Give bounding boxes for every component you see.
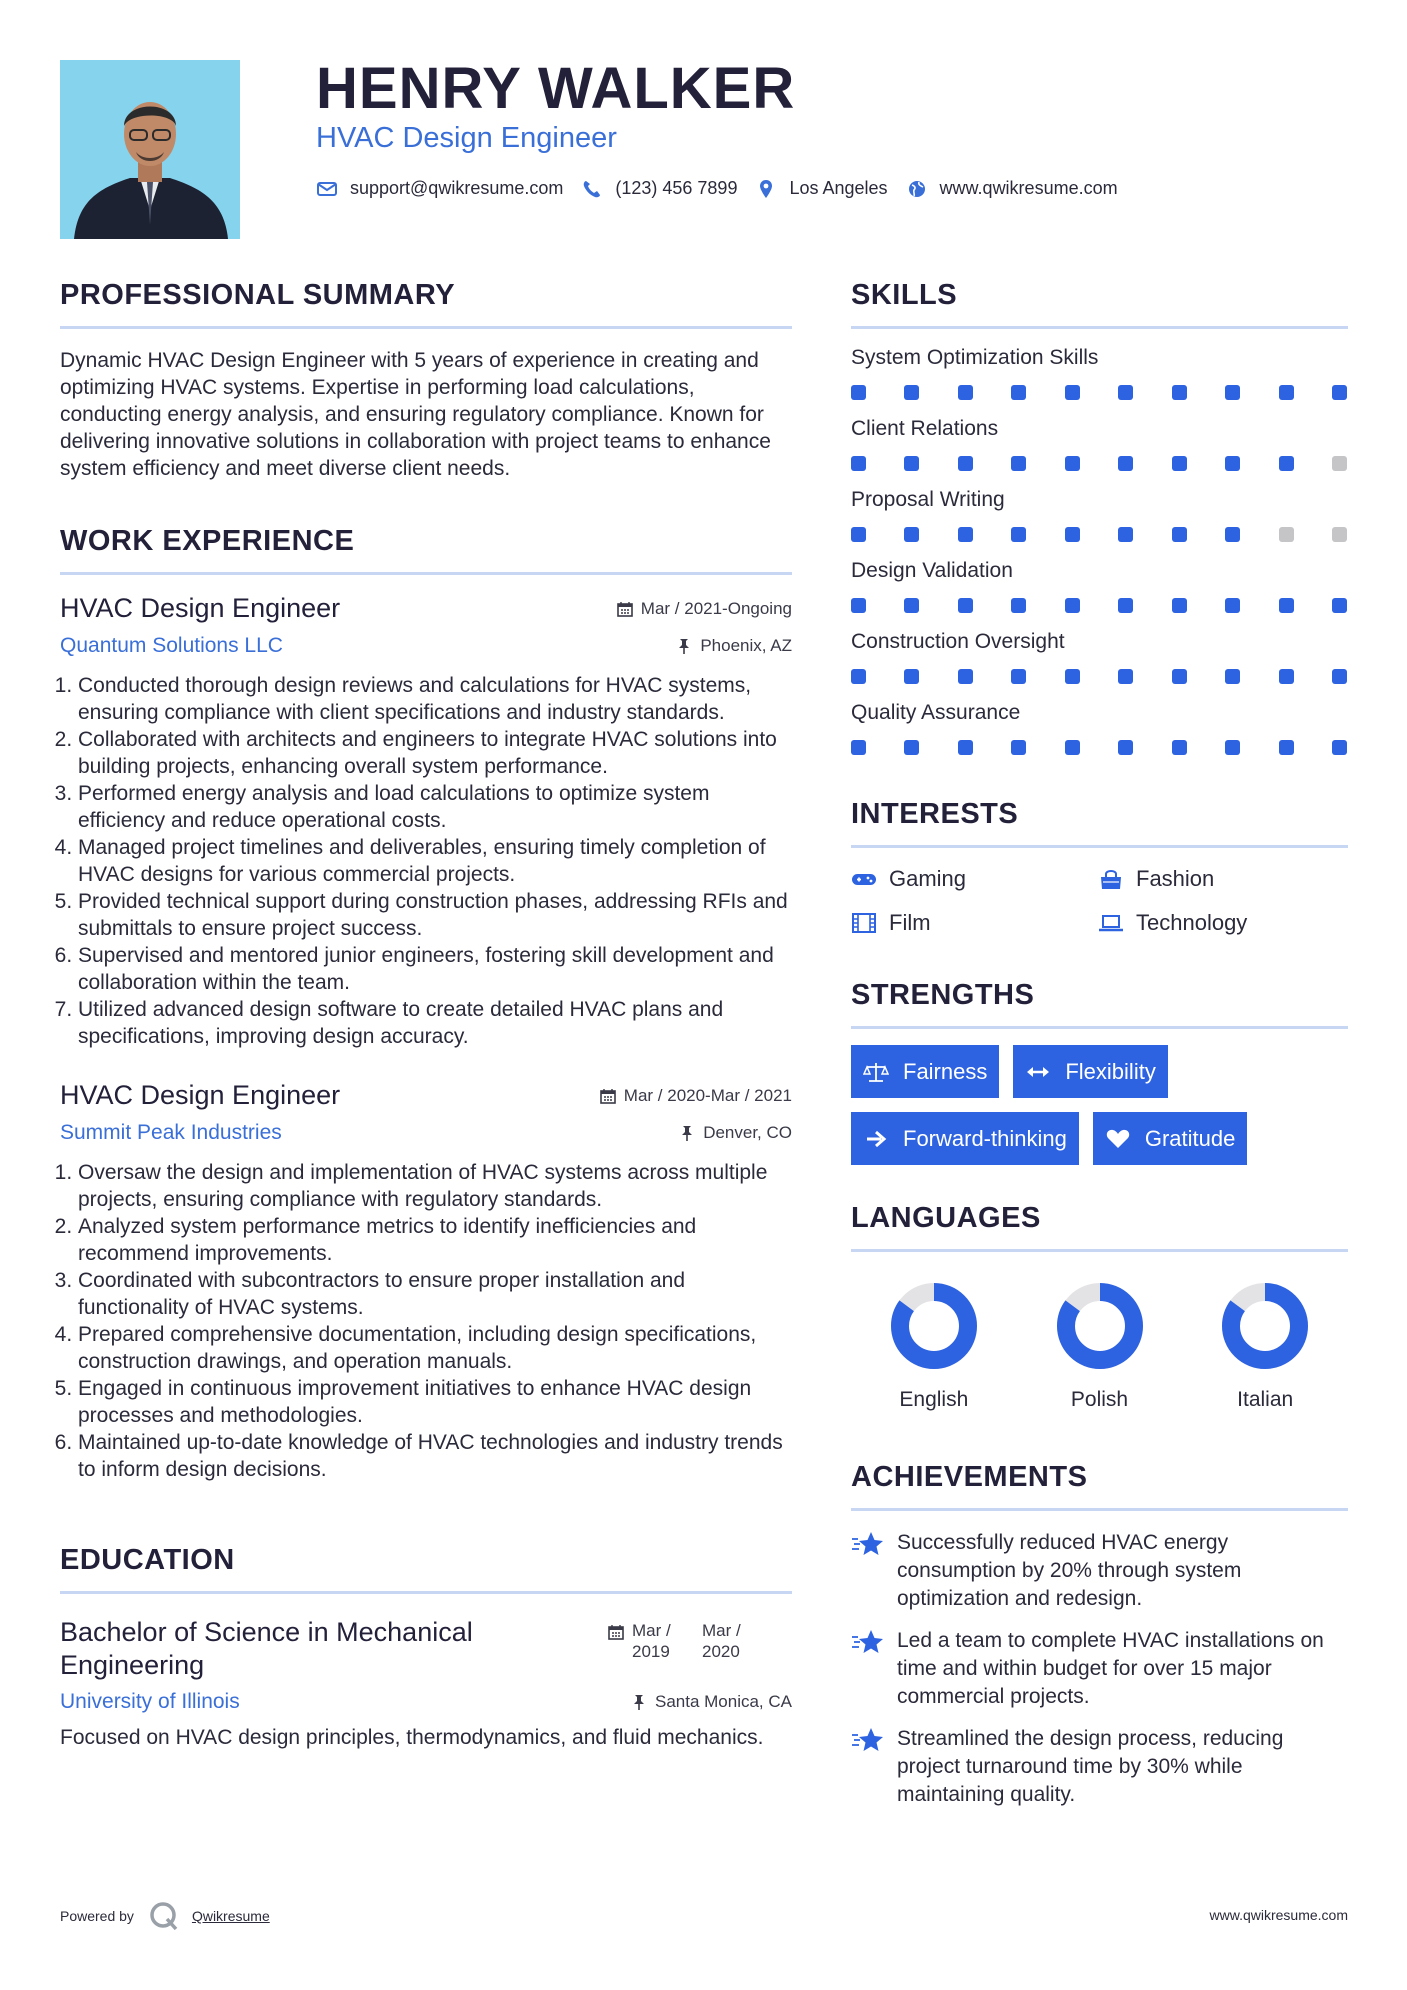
pushpin-icon xyxy=(631,1694,647,1710)
pushpin-icon xyxy=(676,638,692,654)
education-dates xyxy=(608,1620,764,1662)
strengths-section xyxy=(851,970,1348,1179)
rating-dot-filled xyxy=(1065,669,1080,684)
rating-dot-filled xyxy=(1065,740,1080,755)
rating-dot-filled xyxy=(904,740,919,755)
interests-heading: INTERESTS xyxy=(851,798,1019,830)
experience-heading: WORK EXPERIENCE xyxy=(60,525,355,557)
contact-location-text: Los Angeles xyxy=(789,178,888,198)
achievement-item xyxy=(851,1529,1348,1613)
job-dates-text: Mar / 2021-Ongoing xyxy=(640,599,792,618)
rating-dot-filled xyxy=(1118,669,1133,684)
rating-dot-filled xyxy=(958,527,973,542)
rating-dot-filled xyxy=(1065,598,1080,613)
star-icon xyxy=(851,1627,885,1657)
skill-item xyxy=(851,629,1348,684)
rating-dot-filled xyxy=(904,385,919,400)
rating-dot-filled xyxy=(1011,456,1026,471)
footer-website[interactable]: www.qwikresume.com xyxy=(1209,1907,1348,1923)
skill-rating xyxy=(851,527,1348,542)
phone-icon xyxy=(581,179,603,199)
rating-dot-filled xyxy=(1011,527,1026,542)
rating-dot-filled xyxy=(1225,598,1240,613)
strength-label: Forward-thinking xyxy=(903,1125,1067,1151)
achievement-text: Streamlined the design process, reducing project turnaround time by 30% while maintaining quality. xyxy=(897,1727,1284,1806)
rating-dot-filled xyxy=(851,740,866,755)
duty-item: 3. Coordinated with subcontractors to ensure proper installation and functionality of HVAC systems. xyxy=(78,1267,792,1321)
strength-badge xyxy=(1093,1112,1248,1165)
section-divider xyxy=(851,1249,1348,1252)
rating-dot-filled xyxy=(1172,669,1187,684)
rating-dot-filled xyxy=(1065,527,1080,542)
rating-dot-filled xyxy=(1279,385,1294,400)
language-name: Polish xyxy=(1070,1388,1129,1411)
skill-name: Client Relations xyxy=(851,417,999,440)
skill-rating xyxy=(851,598,1348,613)
achievement-text: Successfully reduced HVAC energy consumption by 20% through system optimization and redesign. xyxy=(897,1531,1242,1610)
rating-dot-filled xyxy=(1172,527,1187,542)
interest-label: Film xyxy=(889,910,931,935)
rating-dot-filled xyxy=(1332,385,1347,400)
summary-text: Dynamic HVAC Design Engineer with 5 years of experience in creating and optimizing HVAC systems. Expertise in performing load calculations, conducting energy analysis, and ensuring regulatory compliance. Known for delivering innovative solutions in collaboration with project teams to enhance system efficiency and meet diverse client needs. xyxy=(60,349,771,480)
laptop-icon xyxy=(1098,912,1124,934)
strength-badge xyxy=(1013,1045,1167,1098)
language-list xyxy=(851,1282,1348,1412)
achievement-text: Led a team to complete HVAC installations on time and within budget for over 15 major commercial projects. xyxy=(897,1629,1324,1708)
school-name: University of Illinois xyxy=(60,1690,240,1713)
contact-bar xyxy=(316,178,1136,199)
language-name: Italian xyxy=(1237,1388,1294,1411)
interest-gaming xyxy=(851,866,1098,892)
calendar-icon xyxy=(600,1088,616,1104)
section-divider xyxy=(851,1508,1348,1511)
rating-dot-filled xyxy=(1225,527,1240,542)
balance-scale-icon xyxy=(863,1061,889,1083)
person-portrait xyxy=(60,60,240,239)
qwikresume-logo-icon xyxy=(148,1900,180,1932)
map-pin-icon xyxy=(755,179,777,199)
skill-rating xyxy=(851,456,1348,471)
rating-dot-filled xyxy=(851,598,866,613)
powered-by-label: Powered by xyxy=(60,1908,134,1924)
candidate-title: HVAC Design Engineer xyxy=(316,122,617,154)
skill-rating xyxy=(851,740,1348,755)
duty-item: 2. Analyzed system performance metrics to identify inefficiencies and recommend improvements. xyxy=(78,1213,792,1267)
section-divider xyxy=(851,326,1348,329)
rating-dot-filled xyxy=(1118,598,1133,613)
achievements-section xyxy=(851,1452,1348,1809)
rating-dot-filled xyxy=(1065,456,1080,471)
rating-dot-filled xyxy=(904,527,919,542)
skill-rating xyxy=(851,385,1348,400)
job-title: HVAC Design Engineer xyxy=(60,1080,341,1110)
rating-dot-filled xyxy=(1279,456,1294,471)
rating-dot-filled xyxy=(958,598,973,613)
skill-rating xyxy=(851,669,1348,684)
job-entry xyxy=(60,593,792,1050)
star-icon xyxy=(851,1725,885,1755)
skill-name: Proposal Writing xyxy=(851,488,1005,511)
pushpin-icon xyxy=(679,1125,695,1141)
skill-item xyxy=(851,558,1348,613)
profile-photo xyxy=(60,60,240,239)
rating-dot-filled xyxy=(1332,740,1347,755)
envelope-icon xyxy=(316,179,338,199)
language-item xyxy=(851,1282,1017,1412)
rating-dot-filled xyxy=(1225,669,1240,684)
calendar-icon xyxy=(608,1624,624,1640)
achievements-heading: ACHIEVEMENTS xyxy=(851,1461,1088,1493)
rating-dot-filled xyxy=(1279,740,1294,755)
skills-section xyxy=(851,270,1348,755)
rating-dot-filled xyxy=(904,456,919,471)
job-entry xyxy=(60,1080,792,1483)
heart-icon xyxy=(1105,1128,1131,1150)
language-proficiency-ring xyxy=(890,1282,978,1370)
section-divider xyxy=(851,1026,1348,1029)
job-location-text: Phoenix, AZ xyxy=(700,636,792,655)
contact-phone[interactable] xyxy=(581,178,737,199)
rating-dot-filled xyxy=(851,527,866,542)
calendar-icon xyxy=(617,601,633,617)
strength-label: Flexibility xyxy=(1065,1058,1156,1084)
duty-list xyxy=(60,672,792,1050)
contact-website-text: www.qwikresume.com xyxy=(939,178,1118,198)
education-location xyxy=(631,1692,792,1712)
education-entry xyxy=(60,1616,792,1751)
right-column xyxy=(851,270,1348,1823)
skills-list xyxy=(851,345,1348,755)
contact-email[interactable] xyxy=(316,178,563,199)
education-start: Mar / 2019 xyxy=(632,1621,671,1661)
interest-fashion xyxy=(1098,866,1348,892)
education-location-text: Santa Monica, CA xyxy=(654,1692,792,1711)
education-end: Mar / 2020 xyxy=(702,1621,741,1661)
language-proficiency-ring xyxy=(1221,1282,1309,1370)
rating-dot-filled xyxy=(851,669,866,684)
rating-dot-filled xyxy=(1225,385,1240,400)
education-section xyxy=(60,1535,792,1751)
rating-dot-filled xyxy=(1011,669,1026,684)
skill-name: Construction Oversight xyxy=(851,630,1065,653)
rating-dot-filled xyxy=(1225,456,1240,471)
rating-dot-empty xyxy=(1332,456,1347,471)
rating-dot-empty xyxy=(1332,527,1347,542)
company-name: Quantum Solutions LLC xyxy=(60,634,283,657)
rating-dot-filled xyxy=(1118,740,1133,755)
interests-section xyxy=(851,789,1348,936)
rating-dot-filled xyxy=(1118,527,1133,542)
rating-dot-filled xyxy=(904,669,919,684)
rating-dot-filled xyxy=(958,669,973,684)
duty-item: 2. Collaborated with architects and engineers to integrate HVAC solutions into building projects, enhancing overall system performance. xyxy=(78,726,792,780)
rating-dot-filled xyxy=(1065,385,1080,400)
rating-dot-filled xyxy=(851,456,866,471)
globe-icon xyxy=(906,179,928,199)
skill-item xyxy=(851,416,1348,471)
duty-item: 4. Managed project timelines and deliverables, ensuring timely completion of HVAC designs for various commercial projects. xyxy=(78,834,792,888)
duty-item: 1. Oversaw the design and implementation of HVAC systems across multiple projects, ensuring compliance with regulatory standards. xyxy=(78,1159,792,1213)
skill-name: Design Validation xyxy=(851,559,1013,582)
rating-dot-filled xyxy=(1172,740,1187,755)
experience-section xyxy=(60,516,792,1483)
language-item xyxy=(1017,1282,1183,1412)
footer-powered-by xyxy=(60,1900,270,1932)
contact-location xyxy=(755,178,887,199)
interest-label: Technology xyxy=(1136,910,1248,935)
rating-dot-filled xyxy=(904,598,919,613)
rating-dot-empty xyxy=(1279,527,1294,542)
rating-dot-filled xyxy=(1332,669,1347,684)
achievement-item xyxy=(851,1725,1348,1809)
strength-label: Fairness xyxy=(903,1058,988,1084)
interest-film xyxy=(851,910,1098,936)
duty-item: 5. Provided technical support during construction phases, addressing RFIs and submittals to ensure project success. xyxy=(78,888,792,942)
rating-dot-filled xyxy=(1011,740,1026,755)
job-dates xyxy=(617,599,792,619)
duty-item: 7. Utilized advanced design software to create detailed HVAC plans and specifications, improving design accuracy. xyxy=(78,996,792,1050)
duty-item: 4. Prepared comprehensive documentation, including design specifications, construction drawings, and operation manuals. xyxy=(78,1321,792,1375)
duty-item: 6. Supervised and mentored junior engineers, fostering skill development and collaboration within the team. xyxy=(78,942,792,996)
language-item xyxy=(1182,1282,1348,1412)
duty-item: 1. Conducted thorough design reviews and calculations for HVAC systems, ensuring compliance with client specifications and industry standards. xyxy=(78,672,792,726)
contact-phone-text: (123) 456 7899 xyxy=(615,178,738,198)
job-title: HVAC Design Engineer xyxy=(60,593,341,623)
duty-item: 6. Maintained up-to-date knowledge of HVAC technologies and industry trends to inform design decisions. xyxy=(78,1429,792,1483)
duty-item: 5. Engaged in continuous improvement initiatives to enhance HVAC design processes and methodologies. xyxy=(78,1375,792,1429)
rating-dot-filled xyxy=(1011,385,1026,400)
film-icon xyxy=(851,912,877,934)
arrow-right-icon xyxy=(863,1128,889,1150)
rating-dot-filled xyxy=(958,385,973,400)
rating-dot-filled xyxy=(1172,598,1187,613)
rating-dot-filled xyxy=(1279,669,1294,684)
rating-dot-filled xyxy=(1011,598,1026,613)
degree-title: Bachelor of Science in Mechanical Engineering xyxy=(60,1617,473,1680)
achievement-item xyxy=(851,1627,1348,1711)
section-divider xyxy=(60,1591,792,1594)
rating-dot-filled xyxy=(1172,385,1187,400)
education-description: Focused on HVAC design principles, thermodynamics, and fluid mechanics. xyxy=(60,1726,764,1749)
skills-heading: SKILLS xyxy=(851,279,958,311)
candidate-name: HENRY WALKER xyxy=(316,56,796,121)
duty-item: 3. Performed energy analysis and load calculations to optimize system efficiency and reduce operational costs. xyxy=(78,780,792,834)
section-divider xyxy=(851,845,1348,848)
rating-dot-filled xyxy=(1279,598,1294,613)
languages-section xyxy=(851,1193,1348,1412)
job-dates xyxy=(600,1086,792,1106)
left-column xyxy=(60,270,792,1751)
section-divider xyxy=(60,572,792,575)
languages-heading: LANGUAGES xyxy=(851,1202,1041,1234)
contact-website[interactable] xyxy=(906,178,1118,199)
rating-dot-filled xyxy=(1118,385,1133,400)
rating-dot-filled xyxy=(1118,456,1133,471)
contact-email-text: support@qwikresume.com xyxy=(350,178,564,198)
skill-name: Quality Assurance xyxy=(851,701,1021,724)
strengths-heading: STRENGTHS xyxy=(851,979,1035,1011)
section-divider xyxy=(60,326,792,329)
strength-badge xyxy=(851,1045,999,1098)
strength-label: Gratitude xyxy=(1144,1125,1236,1151)
interest-technology xyxy=(1098,910,1348,936)
language-name: English xyxy=(899,1388,969,1411)
rating-dot-filled xyxy=(958,740,973,755)
star-icon xyxy=(851,1529,885,1559)
arrows-horizontal-icon xyxy=(1025,1061,1051,1083)
job-dates-text: Mar / 2020-Mar / 2021 xyxy=(623,1086,792,1105)
skill-item xyxy=(851,345,1348,400)
shopping-bag-icon xyxy=(1098,868,1124,890)
rating-dot-filled xyxy=(851,385,866,400)
skill-item xyxy=(851,700,1348,755)
language-proficiency-ring xyxy=(1056,1282,1144,1370)
job-location xyxy=(679,1123,792,1143)
strength-badge xyxy=(851,1112,1079,1165)
job-location-text: Denver, CO xyxy=(703,1123,792,1142)
brand-link[interactable]: Qwikresume xyxy=(191,1908,270,1924)
duty-list xyxy=(60,1159,792,1483)
summary-heading: PROFESSIONAL SUMMARY xyxy=(60,279,456,311)
rating-dot-filled xyxy=(1225,740,1240,755)
skill-name: System Optimization Skills xyxy=(851,346,1099,369)
summary-section xyxy=(60,270,792,482)
rating-dot-filled xyxy=(1332,598,1347,613)
interest-label: Fashion xyxy=(1136,866,1215,891)
gamepad-icon xyxy=(851,868,877,890)
rating-dot-filled xyxy=(1172,456,1187,471)
interest-label: Gaming xyxy=(889,866,967,891)
skill-item xyxy=(851,487,1348,542)
job-location xyxy=(676,636,792,656)
company-name: Summit Peak Industries xyxy=(60,1121,282,1144)
rating-dot-filled xyxy=(958,456,973,471)
education-heading: EDUCATION xyxy=(60,1544,235,1576)
